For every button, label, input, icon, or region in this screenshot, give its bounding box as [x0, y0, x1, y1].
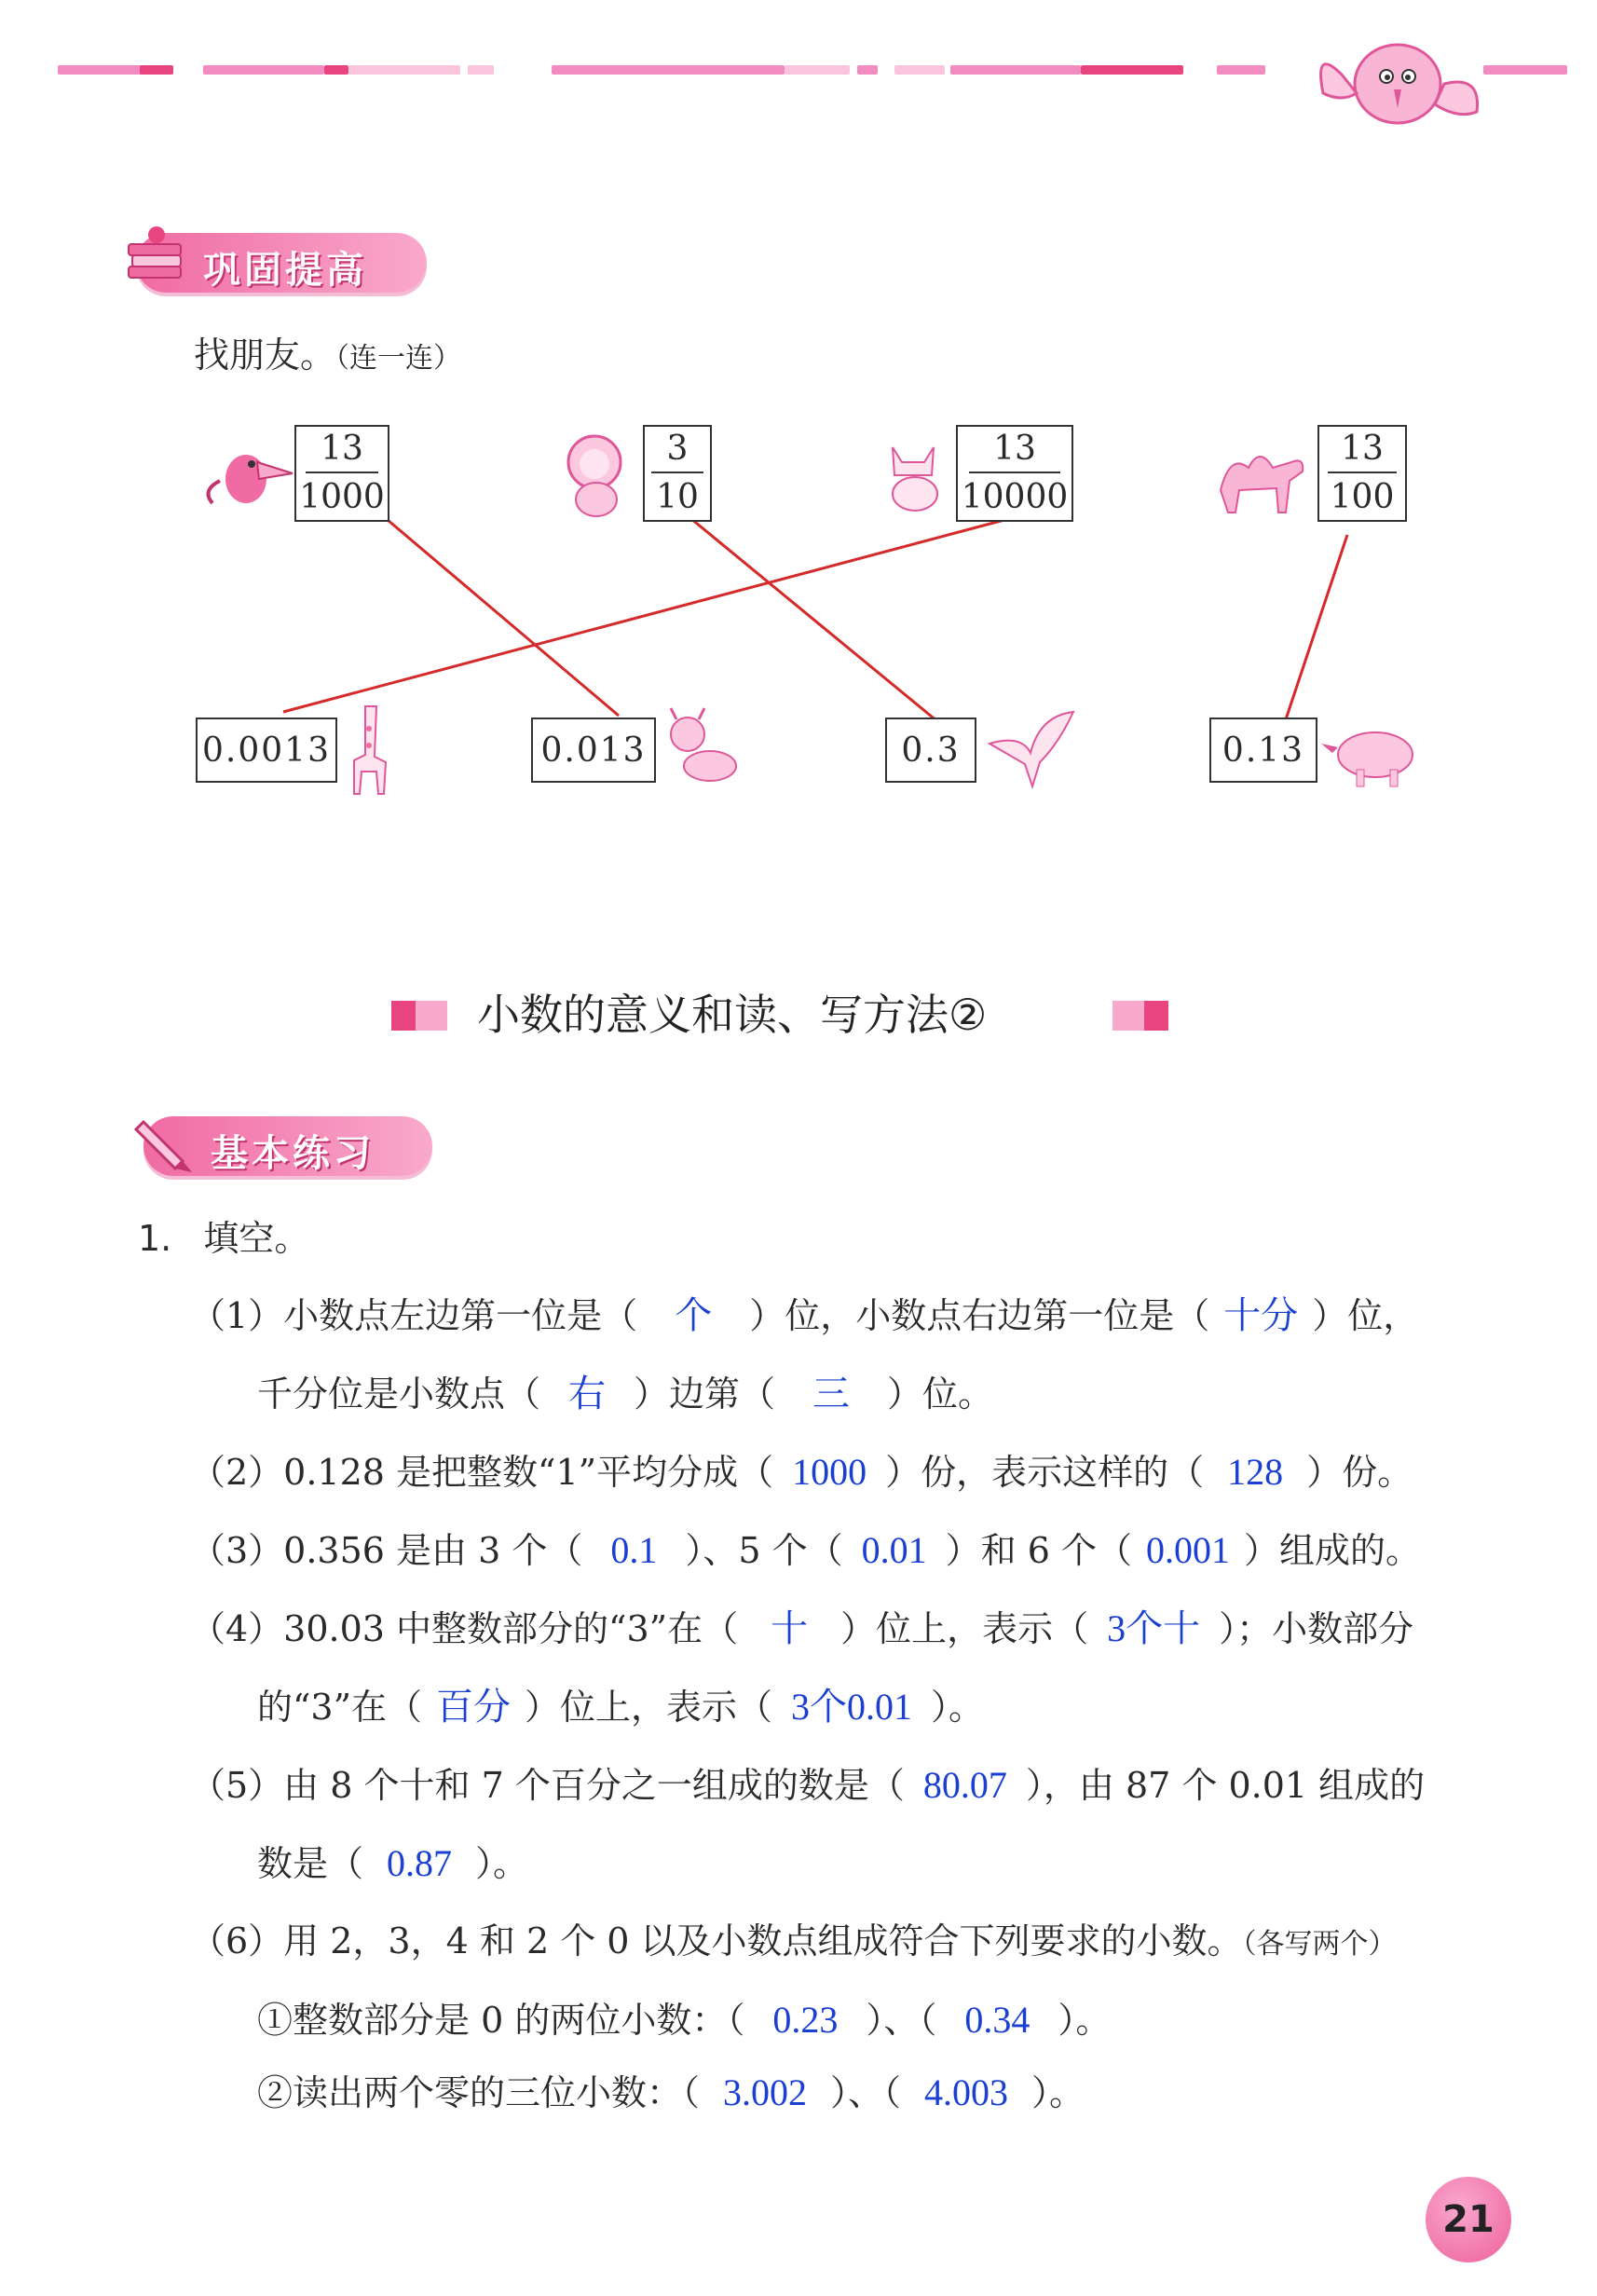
denominator: 1000	[299, 478, 385, 516]
static-text: ）、（	[830, 2072, 902, 2113]
answer-blank: 80.07	[922, 1764, 1007, 1806]
line-3-10-to-0-3	[686, 514, 937, 721]
camel-icon	[1211, 434, 1314, 518]
toucan-icon	[201, 434, 294, 518]
static-text: ②读出两个零的三位小数：（	[257, 2072, 701, 2113]
static-text: ①整数部分是 0 的两位小数：（	[257, 2000, 745, 2041]
line-13-100-to-0-13	[1286, 535, 1347, 719]
instruction-note: （连一连）	[335, 342, 462, 375]
decimal-box-0-3: 0.3	[885, 718, 976, 783]
static-text: ）、5 个（	[685, 1530, 843, 1571]
deer-icon	[660, 706, 744, 792]
item-4-line-2	[257, 1688, 984, 1726]
numerator: 13	[1341, 430, 1384, 468]
denominator: 100	[1330, 478, 1395, 516]
decimal-box-0-0013: 0.0013	[196, 718, 337, 783]
question-1-header	[138, 1218, 310, 1259]
numerator: 3	[666, 430, 689, 468]
rhino-icon	[1319, 718, 1422, 792]
static-text: ）和 6 个（	[945, 1530, 1132, 1571]
item-6-sub-1	[257, 1999, 1112, 2041]
answer-blank: 百分	[436, 1686, 512, 1728]
instruction-text: 找朋友。	[194, 335, 336, 376]
static-text: 数是（	[257, 1843, 364, 1884]
static-text: （5）由 8 个十和 7 个百分之一组成的数是（	[190, 1765, 905, 1806]
static-text: ）位上，表示（	[525, 1687, 773, 1728]
item-6-line-1	[190, 1920, 1397, 1961]
denominator: 10	[656, 478, 699, 516]
answer-blank: 0.34	[964, 1999, 1031, 2041]
static-text: （6）用 2，3，4 和 2 个 0 以及小数点组成符合下列要求的小数。	[190, 1920, 1243, 1961]
answer-blank: 右	[568, 1373, 607, 1414]
fraction-box-13-100	[1317, 425, 1407, 522]
static-text: （4）30.03 中整数部分的“3”在（	[190, 1608, 739, 1649]
cat-icon	[874, 434, 954, 518]
item-5-line-1	[190, 1764, 1426, 1806]
static-text: ）位上，表示（	[840, 1608, 1089, 1649]
static-text: ），由 87 个 0.01 组成的	[1025, 1765, 1426, 1806]
section-badge-label: 基本练习	[211, 1132, 375, 1175]
answer-blank: 0.001	[1146, 1529, 1230, 1571]
page-number: 21	[1426, 2177, 1511, 2262]
item-6-sub-2	[257, 2071, 1085, 2113]
static-text: ）。	[1031, 2072, 1085, 2113]
question-title: 填空。	[203, 1218, 310, 1259]
numerator: 13	[993, 430, 1036, 468]
static-text: ）边第（	[634, 1374, 776, 1414]
static-text: ）。	[931, 1687, 985, 1728]
answer-blank: 0.23	[772, 1999, 839, 2041]
answer-blank: 十	[771, 1607, 809, 1649]
static-text: （1）小数点左边第一位是（	[190, 1295, 638, 1336]
answer-blank: 3.002	[723, 2071, 808, 2113]
denominator: 10000	[961, 478, 1069, 516]
section-badge-basic-practice	[143, 1116, 432, 1176]
giraffe-icon	[341, 701, 397, 798]
fraction-box-13-10000	[956, 425, 1073, 522]
item-5-line-2	[257, 1842, 529, 1884]
static-text: ）。	[1058, 2000, 1112, 2041]
decimal-box-0-013: 0.013	[531, 718, 656, 783]
line-13-1000-to-0-013	[363, 499, 619, 716]
lesson-title: 小数的意义和读、写方法②	[477, 990, 988, 1040]
static-text: ）份。	[1306, 1452, 1413, 1493]
answer-blank: 3个0.01	[791, 1686, 913, 1728]
static-text: ）；小数部分	[1219, 1608, 1414, 1649]
static-text: ）位。	[887, 1374, 994, 1414]
answer-blank: 个	[675, 1294, 713, 1336]
lion-icon	[553, 430, 637, 520]
pencil-icon	[130, 1103, 205, 1178]
item-4-line-1	[190, 1607, 1414, 1649]
answer-blank: 十分	[1223, 1294, 1299, 1336]
static-text: （3）0.356 是由 3 个（	[190, 1530, 583, 1571]
line-13-10000-to-0-0013	[283, 512, 1032, 712]
numerator: 13	[321, 430, 363, 468]
instruction-note: （各写两个）	[1242, 1928, 1397, 1961]
static-text: ）组成的。	[1244, 1530, 1422, 1571]
fraction-box-3-10	[643, 425, 712, 522]
static-text: ）位，小数点右边第一位是（	[749, 1295, 1210, 1336]
static-text: ）。	[475, 1843, 529, 1884]
static-text: 的“3”在（	[257, 1687, 423, 1728]
answer-blank: 128	[1227, 1451, 1284, 1493]
answer-blank: 0.01	[861, 1529, 927, 1571]
answer-blank: 3个十	[1107, 1607, 1201, 1649]
static-text: 千分位是小数点（	[257, 1374, 541, 1414]
static-text: ）、（	[866, 2000, 937, 2041]
decimal-box-0-13: 0.13	[1209, 718, 1317, 783]
answer-blank: 0.87	[387, 1842, 453, 1884]
answer-blank: 0.1	[610, 1529, 658, 1571]
section-badge-label: 巩固提高	[203, 249, 367, 292]
answer-blank: 1000	[792, 1451, 867, 1493]
answer-blank: 三	[812, 1373, 851, 1414]
eagle-icon	[984, 706, 1077, 792]
item-2	[190, 1451, 1413, 1493]
item-1-line-2	[257, 1375, 993, 1413]
item-3	[190, 1529, 1422, 1571]
static-text: ）份，表示这样的（	[885, 1452, 1205, 1493]
title-deco-left	[391, 1001, 447, 1031]
question-number: 1.	[138, 1218, 172, 1259]
item-1-line-1	[190, 1294, 1419, 1336]
static-text: ）位，	[1312, 1295, 1419, 1336]
answer-blank: 4.003	[924, 2071, 1009, 2113]
static-text: （2）0.128 是把整数“1”平均分成（	[190, 1452, 774, 1493]
title-deco-right	[1112, 1001, 1168, 1031]
fraction-box-13-1000	[294, 425, 389, 522]
matching-lines	[0, 0, 1597, 839]
